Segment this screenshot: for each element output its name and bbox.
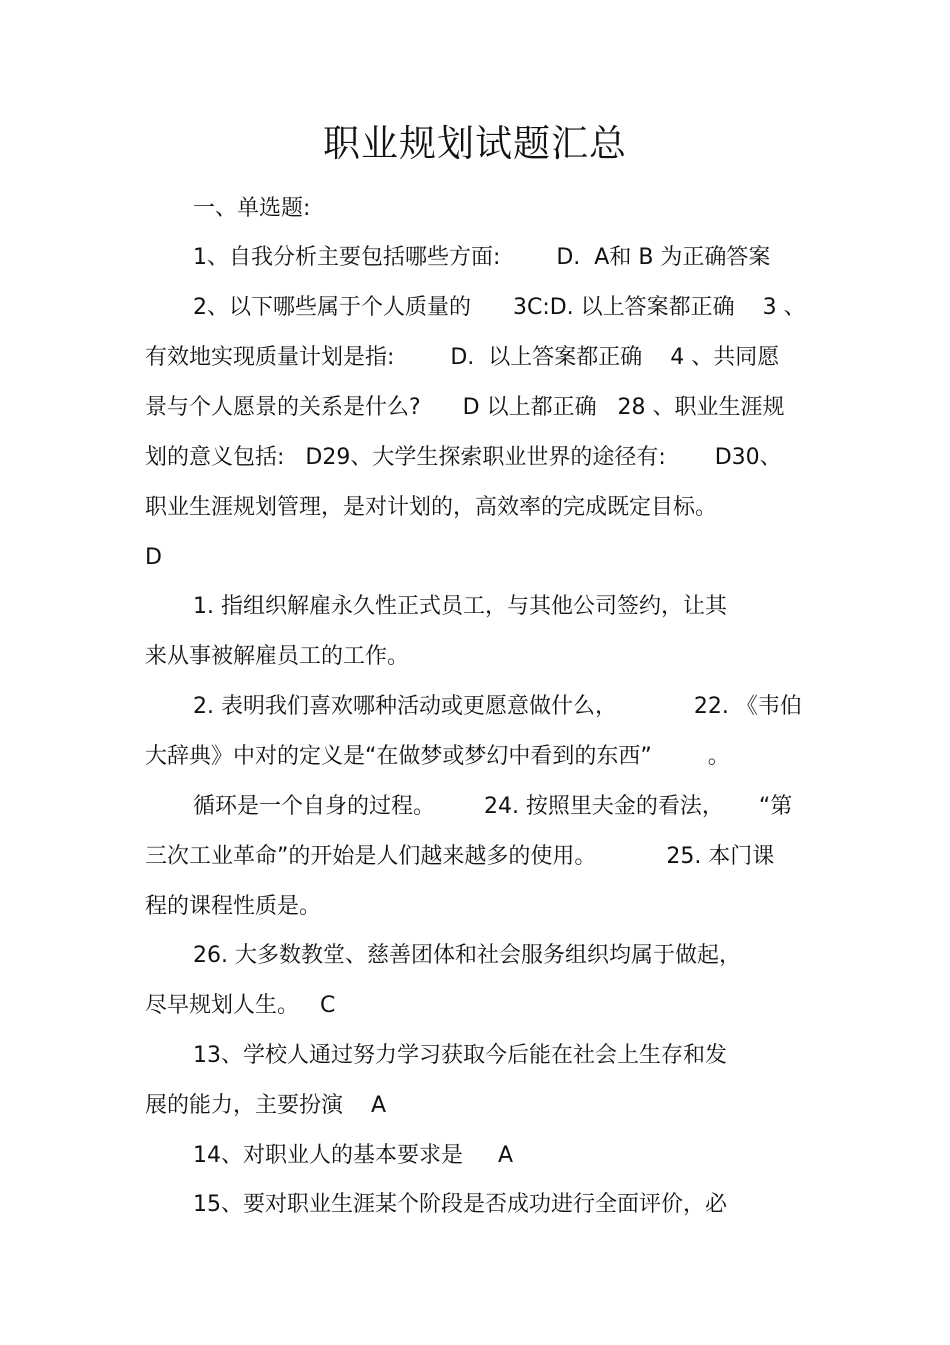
document-title: 职业规划试题汇总: [323, 122, 627, 165]
text-line: 循环是一个自身的过程。 24. 按照里夫金的看法， “第: [193, 794, 793, 819]
section-heading: 一、单选题:: [193, 196, 311, 221]
text-line: 划的意义包括: D29、大学生探索职业世界的途径有: D30、: [145, 445, 782, 470]
text-line: 来从事被解雇员工的工作。: [145, 644, 410, 669]
text-line: 展的能力，主要扮演 A: [145, 1093, 387, 1118]
text-line: 2、以下哪些属于个人质量的 3C:D. 以上答案都正确 3 、: [193, 295, 806, 320]
text-line: 大辞典》中对的定义是“在做梦或梦幻中看到的东西” 。: [145, 744, 730, 769]
text-line: 15、要对职业生涯某个阶段是否成功进行全面评价，必: [193, 1192, 727, 1217]
text-line: 1、自我分析主要包括哪些方面: D. A和 B 为正确答案: [193, 245, 771, 270]
text-line: 26. 大多数教堂、慈善团体和社会服务组织均属于做起，: [193, 943, 741, 968]
text-line: 尽早规划人生。 C: [145, 993, 336, 1018]
text-line: 1. 指组织解雇永久性正式员工，与其他公司签约，让其: [193, 594, 727, 619]
text-line: 三次工业革命”的开始是人们越来越多的使用。 25. 本门课: [145, 844, 775, 869]
text-line: 程的课程性质是。: [145, 894, 322, 919]
text-line: 职业生涯规划管理，是对计划的，高效率的完成既定目标。: [145, 495, 718, 520]
text-line: 2. 表明我们喜欢哪种活动或更愿意做什么， 22. 《韦伯: [193, 694, 802, 719]
text-line: 13、学校人通过努力学习获取今后能在社会上生存和发: [193, 1043, 727, 1068]
text-line: 景与个人愿景的关系是什么? D 以上都正确 28 、职业生涯规: [145, 395, 785, 420]
text-line: 有效地实现质量计划是指: D. 以上答案都正确 4 、共同愿: [145, 345, 780, 370]
text-line: 14、对职业人的基本要求是 A: [193, 1143, 514, 1168]
text-line: D: [145, 545, 162, 570]
